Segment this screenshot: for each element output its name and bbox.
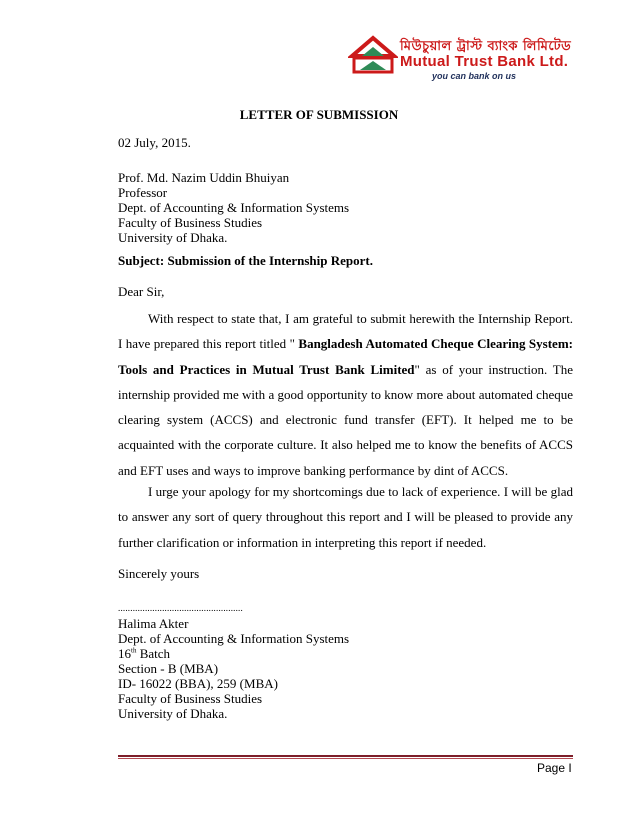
sender-batch [118,646,349,661]
batch-ordinal: th [131,646,137,655]
report-title: Bangladesh Automated Cheque Clearing System: Tools and Practices in Mutual Trust Bank Limited [118,336,573,377]
letter-date: 02 July, 2015. [118,135,191,150]
bank-tagline: you can bank on us [432,71,517,81]
recipient-title: Professor [118,185,168,200]
sender-section: Section - B (MBA) [118,661,219,676]
salutation: Dear Sir, [118,284,165,299]
bank-logo [348,34,598,81]
bank-name-english: Mutual Trust Bank Ltd. [400,53,569,70]
paragraph-2: I urge your apology for my shortcomings due to lack of experience. I will be glad to answer any sort of query throughout this report and I will be pleased to provide any further clarification or information in interpreting this report if needed. [118,484,573,550]
recipient-address [118,170,349,245]
recipient-university: University of Dhaka. [118,230,228,245]
sender-id: ID- 16022 (BBA), 259 (MBA) [118,676,278,691]
paragraph-1-body: " as of your instruction. The internship provided me with a good opportunity to know more about automated cheque clearing system (ACCS) and electronic fund transfer (EFT). It helped me to be acquainted with the corporate culture. It also helped me to know the benefits of ACCS and EFT uses and ways to improve banking performance by dint of ACCS. [118,361,573,478]
letter-subject: Subject: Submission of the Internship Report. [118,253,373,268]
sender-university: University of Dhaka. [118,706,228,721]
recipient-dept: Dept. of Accounting & Information Systems [118,200,350,215]
batch-word: Batch [136,646,171,661]
bank-logo-emblem-icon [348,34,398,76]
recipient-faculty: Faculty of Business Studies [118,215,263,230]
sender-name: Halima Akter [118,616,189,631]
footer-rule-thin [118,758,573,759]
closing: Sincerely yours [118,566,200,581]
sender-faculty: Faculty of Business Studies [118,691,263,706]
bank-name-bangla: মিউচুয়াল ট্রাস্ট ব্যাংক লিমিটেড [400,39,572,54]
letter-heading: LETTER OF SUBMISSION [239,107,399,122]
footer-rule [118,755,573,757]
paragraph-1 [118,306,573,483]
signature-line: ................................................... [118,603,243,613]
page-number: Page I [537,761,572,775]
paragraph-1-intro: With respect to state that, I am grateful to submit herewith the Internship Report. I have prepared this report titled " [118,311,573,352]
recipient-name: Prof. Md. Nazim Uddin Bhuiyan [118,170,290,185]
batch-number: 16 [118,646,131,661]
sender-details [118,616,349,721]
sender-dept: Dept. of Accounting & Information Systems [118,631,350,646]
